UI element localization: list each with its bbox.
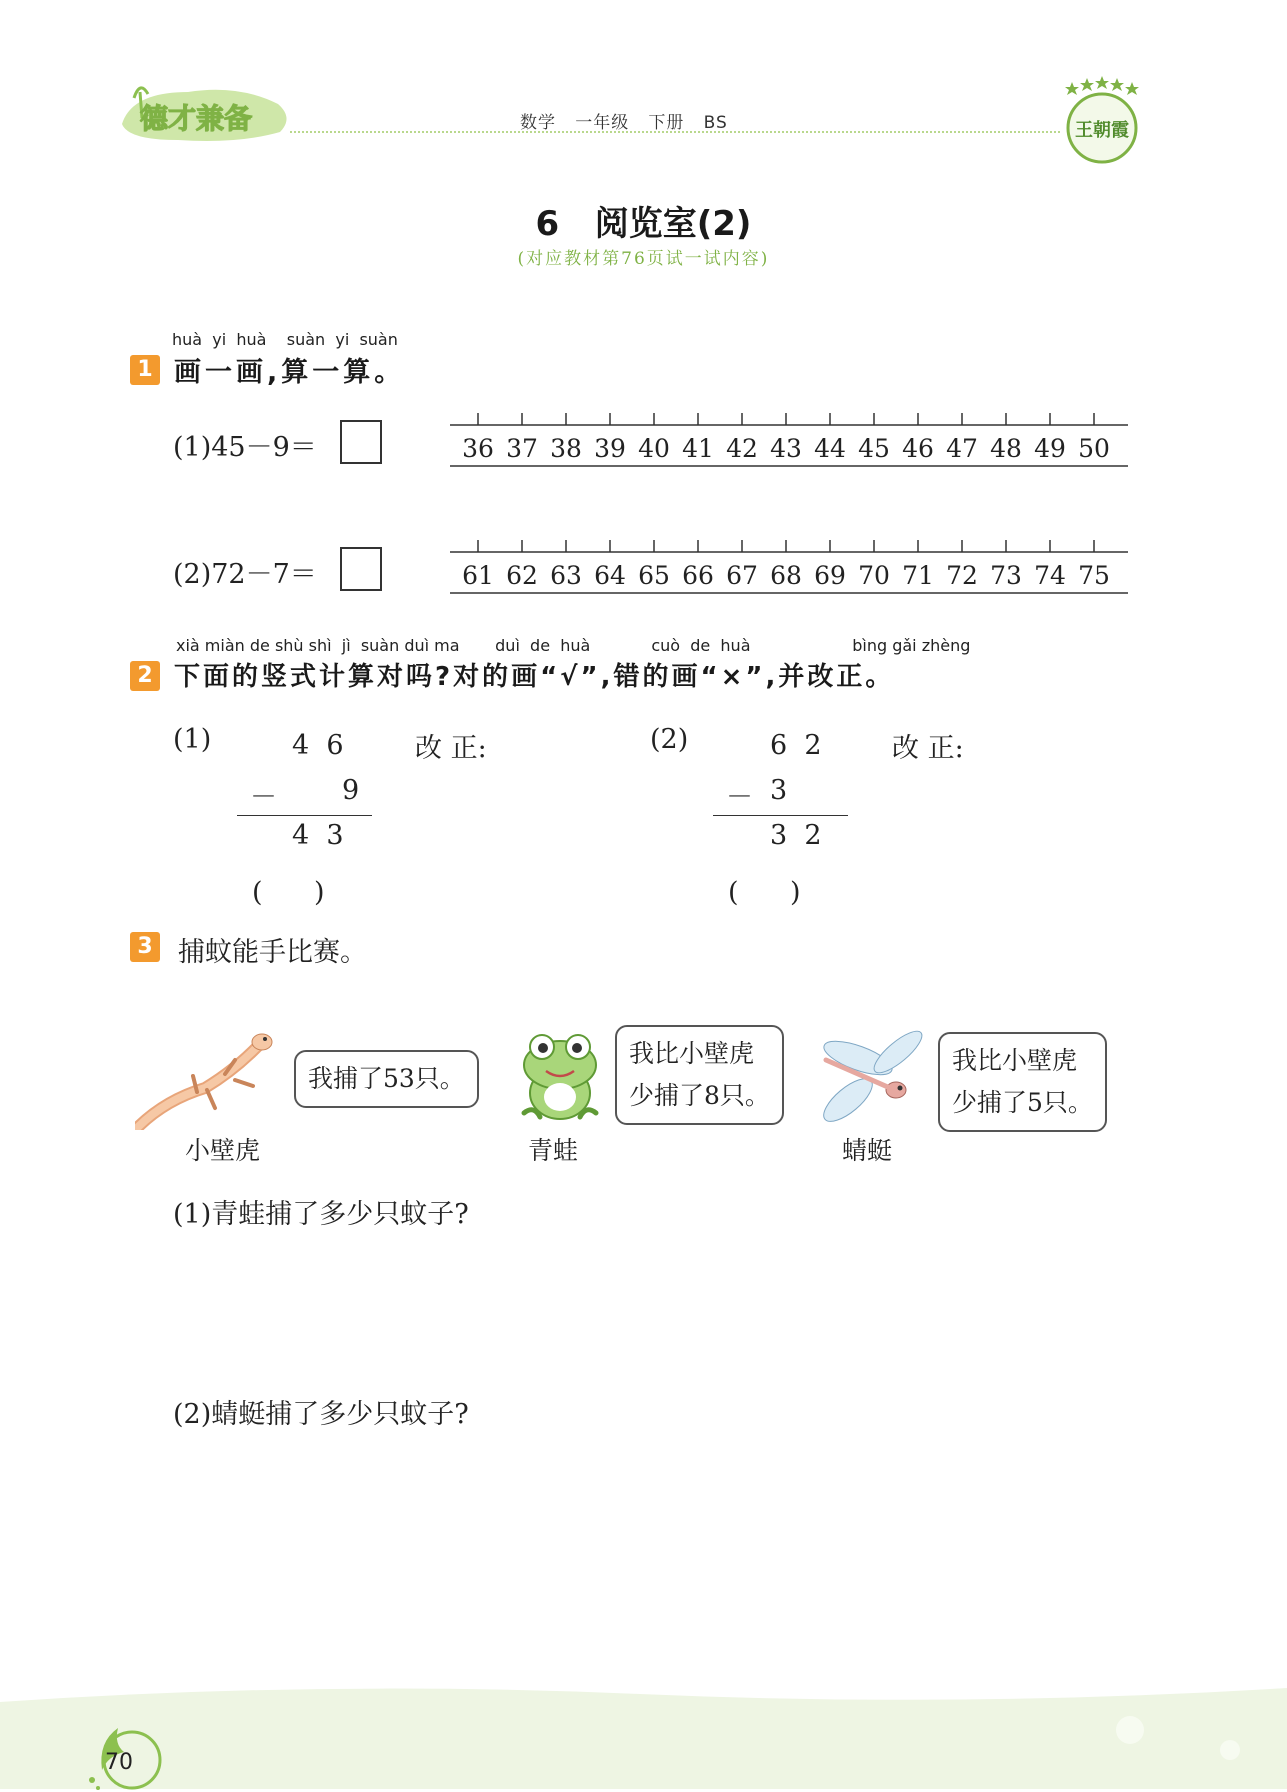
number-line-label: 42 [726, 434, 758, 463]
header-logo [118, 78, 296, 144]
footer-band [0, 1680, 1287, 1789]
q3-number: 3 [130, 932, 160, 962]
dragonfly-speech-line2: 少捕了5只。 [952, 1088, 1093, 1117]
number-line-label: 75 [1078, 561, 1110, 590]
gecko-label: 小壁虎 [185, 1136, 261, 1165]
number-line-label: 50 [1078, 434, 1110, 463]
number-line-label: 46 [902, 434, 934, 463]
q2-item2-rule [713, 815, 848, 816]
dragonfly-label: 蜻蜓 [842, 1136, 893, 1165]
number-line-label: 68 [770, 561, 802, 590]
number-line-label: 61 [462, 561, 494, 590]
q1-number: 1 [130, 355, 160, 385]
number-line-label: 73 [990, 561, 1022, 590]
header-divider [290, 131, 1060, 133]
number-line-label: 44 [814, 434, 846, 463]
frog-speech-line1: 我比小壁虎 [629, 1039, 755, 1068]
header-logo-text: 德才兼备 [140, 102, 253, 135]
frog-speech-line2: 少捕了8只。 [629, 1081, 770, 1110]
number-line-label: 49 [1034, 434, 1066, 463]
number-line-label: 47 [946, 434, 978, 463]
q2-item2-minuend: 6 2 [770, 730, 822, 761]
q2-item1-fix-label: 改 正: [415, 733, 487, 764]
number-line-label: 71 [902, 561, 934, 590]
number-line-label: 39 [594, 434, 626, 463]
q1-part2-answer-box[interactable] [340, 547, 382, 591]
q1-part1-answer-box[interactable] [340, 420, 382, 464]
frog-speech-bubble [615, 1025, 784, 1125]
frog-illustration [510, 1025, 610, 1125]
q2-item2-result: 3 2 [770, 820, 822, 851]
q3-text: 捕蚊能手比赛。 [178, 937, 367, 968]
number-line-label: 69 [814, 561, 846, 590]
number-line-label: 72 [946, 561, 978, 590]
q1-text: 画一画,算一算。 [174, 357, 406, 388]
frog-label: 青蛙 [528, 1136, 579, 1165]
number-line-label: 65 [638, 561, 670, 590]
header-subject: 数学 一年级 下册 BS [520, 113, 728, 133]
q2-item1-subtrahend: 9 [342, 775, 360, 806]
lesson-subtitle: (对应教材第76页试一试内容) [517, 249, 770, 269]
q1-part1-number-line [450, 413, 1130, 473]
q2-item2-subtrahend: 3 [770, 775, 788, 806]
page-number: 70 [105, 1750, 133, 1775]
header-badge-text: 王朝霞 [1075, 120, 1129, 141]
q1-pinyin: huà yi huà suàn yi suàn [172, 330, 398, 349]
number-line-label: 40 [638, 434, 670, 463]
q3-sub2: (2)蜻蜓捕了多少只蚊子? [173, 1399, 469, 1430]
number-line-label: 37 [506, 434, 538, 463]
q2-item1-minuend: 4 6 [292, 730, 344, 761]
q1-part1-label: (1)45－9＝ [173, 432, 317, 463]
q2-item1-label: (1) [173, 724, 212, 755]
number-line-label: 74 [1034, 561, 1066, 590]
q1-part2-number-line [450, 540, 1130, 600]
number-line-label: 62 [506, 561, 538, 590]
q2-item1-rule [237, 815, 372, 816]
lesson-title: 6 阅览室(2) [535, 204, 752, 244]
number-line-label: 64 [594, 561, 626, 590]
number-line-label: 43 [770, 434, 802, 463]
q2-item2-judge-paren[interactable]: ( ) [728, 877, 801, 908]
q2-pinyin: xià miàn de shù shì jì suàn duì ma duì de huà cuò de huà bìng gǎi zhèng [176, 636, 971, 655]
gecko-illustration [135, 1030, 275, 1130]
header-badge [1060, 76, 1144, 168]
number-line-label: 70 [858, 561, 890, 590]
q2-item2-operator: － [726, 782, 753, 813]
dragonfly-illustration [818, 1030, 928, 1130]
q2-item2-fix-label: 改 正: [892, 733, 964, 764]
q2-item1-operator: － [250, 782, 277, 813]
q2-text: 下面的竖式计算对吗?对的画“√”,错的画“×”,并改正。 [174, 662, 895, 692]
number-line-label: 45 [858, 434, 890, 463]
number-line-label: 63 [550, 561, 582, 590]
q2-item1-result: 4 3 [292, 820, 344, 851]
number-line-label: 41 [682, 434, 714, 463]
dragonfly-speech-bubble [938, 1032, 1107, 1132]
gecko-speech-bubble: 我捕了53只。 [294, 1050, 479, 1108]
number-line-label: 66 [682, 561, 714, 590]
number-line-label: 67 [726, 561, 758, 590]
q2-number: 2 [130, 661, 160, 691]
number-line-label: 38 [550, 434, 582, 463]
dragonfly-speech-line1: 我比小壁虎 [952, 1046, 1078, 1075]
number-line-label: 36 [462, 434, 494, 463]
q2-item1-judge-paren[interactable]: ( ) [252, 877, 325, 908]
q1-part2-label: (2)72－7＝ [173, 559, 317, 590]
q3-sub1: (1)青蛙捕了多少只蚊子? [173, 1199, 469, 1230]
q2-item2-label: (2) [650, 724, 689, 755]
number-line-label: 48 [990, 434, 1022, 463]
